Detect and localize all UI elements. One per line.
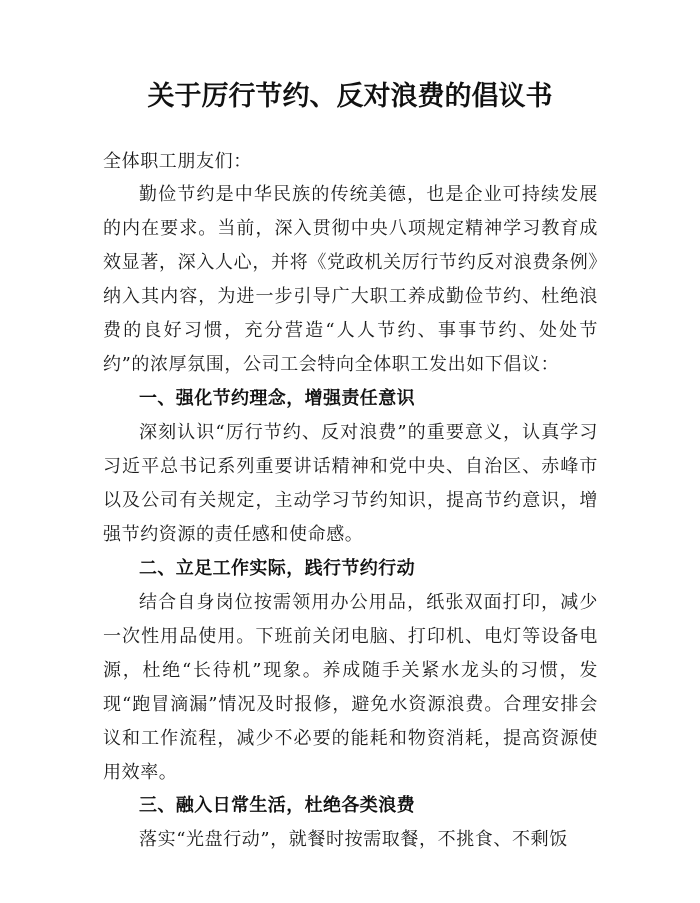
greeting: 全体职工朋友们： xyxy=(103,151,252,172)
section-heading-1: 一、强化节约理念，增强责任意识 xyxy=(139,388,415,409)
document-title: 关于厉行节约、反对浪费的倡议书 xyxy=(147,81,553,112)
section-body-3: 落实“光盘行动”，就餐时按需取餐，不挑食、不剩饭 xyxy=(139,829,568,850)
section-heading-3: 三、融入日常生活，杜绝各类浪费 xyxy=(139,795,415,816)
section-body-2: 结合自身岗位按需领用办公用品，纸张双面打印，减少一次性用品使用。下班前关闭电脑、打印机、电灯等设备电源，杜绝“长待机”现象。养成随手关紧水龙头的习惯，发现“跑冒滴漏”情况及时报修，避免水资源浪费。合理安排会议和工作流程，减少不必要的能耗和物资消耗，提高资源使用效率。 xyxy=(103,592,598,783)
intro-paragraph: 勤俭节约是中华民族的传统美德，也是企业可持续发展的内在要求。当前，深入贯彻中央八项规定精神学习教育成效显著，深入人心，并将《党政机关厉行节约反对浪费条例》纳入其内容，为进一步引导广大职工养成勤俭节约、杜绝浪费的良好习惯，充分营造“人人节约、事事节约、处处节约”的浓厚氛围，公司工会特向全体职工发出如下倡议： xyxy=(103,184,598,375)
section-body-1: 深刻认识“厉行节约、反对浪费”的重要意义，认真学习习近平总书记系列重要讲话精神和党中央、自治区、赤峰市以及公司有关规定，主动学习节约知识，提高节约意识，增强节约资源的责任感和使命感。 xyxy=(103,422,598,545)
section-heading-2: 二、立足工作实际，践行节约行动 xyxy=(139,558,415,579)
